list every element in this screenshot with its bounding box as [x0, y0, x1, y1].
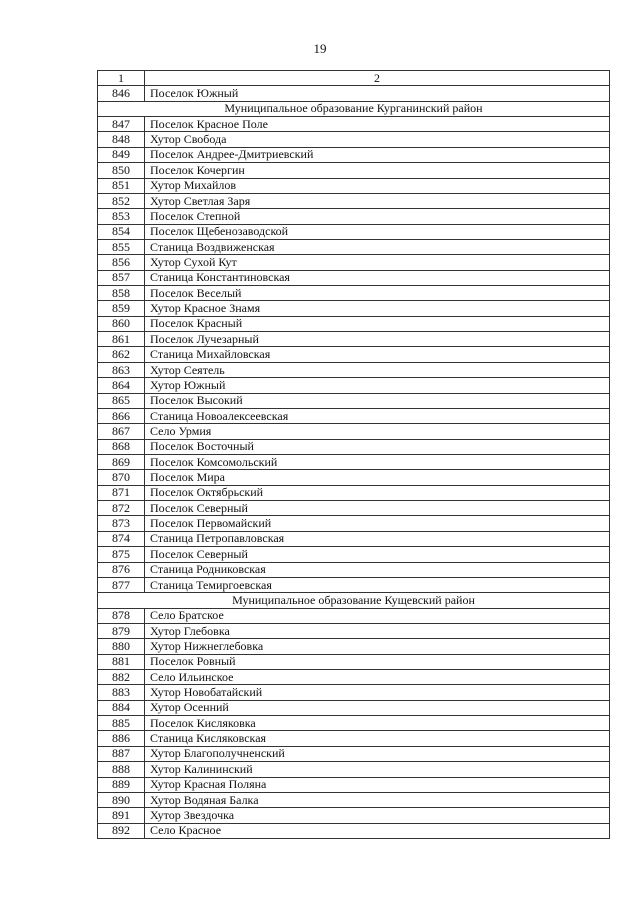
settlement-name: Село Урмия [145, 424, 610, 439]
table-row [98, 577, 610, 592]
settlement-name: Хутор Глебовка [145, 623, 610, 638]
row-number: 861 [98, 332, 145, 347]
settlement-name: Поселок Андрее-Дмитриевский [145, 147, 610, 162]
row-number: 847 [98, 117, 145, 132]
settlement-name: Станица Петропавловская [145, 531, 610, 546]
row-number: 872 [98, 501, 145, 516]
settlement-name: Поселок Красное Поле [145, 117, 610, 132]
settlement-name: Станица Новоалексеевская [145, 408, 610, 423]
table-row [98, 270, 610, 285]
row-number: 856 [98, 255, 145, 270]
row-number: 886 [98, 731, 145, 746]
settlement-name: Поселок Кочергин [145, 163, 610, 178]
table-row [98, 516, 610, 531]
row-number: 868 [98, 439, 145, 454]
table-row [98, 639, 610, 654]
row-number: 860 [98, 316, 145, 331]
table-row [98, 178, 610, 193]
settlement-name: Поселок Красный [145, 316, 610, 331]
row-number: 851 [98, 178, 145, 193]
row-number: 883 [98, 685, 145, 700]
table-row [98, 547, 610, 562]
table-row [98, 623, 610, 638]
row-number: 885 [98, 716, 145, 731]
row-number: 890 [98, 792, 145, 807]
table-row [98, 762, 610, 777]
settlement-name: Поселок Южный [145, 86, 610, 101]
table-row [98, 316, 610, 331]
table-row [98, 209, 610, 224]
table-row [98, 808, 610, 823]
section-title: Муниципальное образование Кущевский район [98, 593, 610, 608]
settlement-name: Хутор Звездочка [145, 808, 610, 823]
settlement-name: Хутор Сухой Кут [145, 255, 610, 270]
row-number: 884 [98, 700, 145, 715]
settlement-name: Поселок Мира [145, 470, 610, 485]
settlement-name: Хутор Благополучненский [145, 746, 610, 761]
settlement-name: Поселок Кисляковка [145, 716, 610, 731]
settlement-name: Поселок Высокий [145, 393, 610, 408]
table-row [98, 700, 610, 715]
settlement-name: Станица Темиргоевская [145, 577, 610, 592]
table-row [98, 163, 610, 178]
table-row [98, 470, 610, 485]
table-row [98, 332, 610, 347]
row-number: 871 [98, 485, 145, 500]
table-row [98, 117, 610, 132]
settlements-table [97, 70, 610, 839]
row-number: 855 [98, 239, 145, 254]
header-col-name: 2 [145, 71, 610, 86]
settlement-name: Хутор Михайлов [145, 178, 610, 193]
section-row [98, 101, 610, 116]
settlement-name: Поселок Первомайский [145, 516, 610, 531]
row-number: 888 [98, 762, 145, 777]
table-row [98, 255, 610, 270]
row-number: 866 [98, 408, 145, 423]
row-number: 865 [98, 393, 145, 408]
settlement-name: Хутор Калининский [145, 762, 610, 777]
row-number: 848 [98, 132, 145, 147]
table-row [98, 362, 610, 377]
row-number: 878 [98, 608, 145, 623]
settlement-name: Поселок Комсомольский [145, 454, 610, 469]
row-number: 852 [98, 193, 145, 208]
settlement-name: Поселок Северный [145, 501, 610, 516]
row-number: 891 [98, 808, 145, 823]
table-row [98, 347, 610, 362]
table-row [98, 562, 610, 577]
table-row [98, 239, 610, 254]
page-number: 19 [313, 41, 327, 56]
table-row [98, 147, 610, 162]
table-body [98, 71, 610, 839]
settlement-name: Хутор Свобода [145, 132, 610, 147]
table-row [98, 685, 610, 700]
table-row [98, 531, 610, 546]
row-number: 858 [98, 286, 145, 301]
row-number: 853 [98, 209, 145, 224]
table-row [98, 485, 610, 500]
settlement-name: Хутор Светлая Заря [145, 193, 610, 208]
table-row [98, 670, 610, 685]
settlement-name: Хутор Красная Поляна [145, 777, 610, 792]
row-number: 881 [98, 654, 145, 669]
settlement-name: Хутор Красное Знамя [145, 301, 610, 316]
row-number: 874 [98, 531, 145, 546]
settlement-name: Станица Родниковская [145, 562, 610, 577]
settlement-name: Хутор Новобатайский [145, 685, 610, 700]
settlement-name: Станица Константиновская [145, 270, 610, 285]
settlement-name: Станица Михайловская [145, 347, 610, 362]
row-number: 880 [98, 639, 145, 654]
settlement-name: Поселок Лучезарный [145, 332, 610, 347]
table-row [98, 393, 610, 408]
table-row [98, 608, 610, 623]
settlement-name: Поселок Октябрьский [145, 485, 610, 500]
table-row [98, 654, 610, 669]
settlement-name: Поселок Степной [145, 209, 610, 224]
settlement-name: Поселок Восточный [145, 439, 610, 454]
table-row [98, 746, 610, 761]
section-title: Муниципальное образование Курганинский район [98, 101, 610, 116]
section-row [98, 593, 610, 608]
table-row [98, 792, 610, 807]
table-row [98, 286, 610, 301]
settlement-name: Село Красное [145, 823, 610, 838]
table-row [98, 193, 610, 208]
header-col-number: 1 [98, 71, 145, 86]
table-row [98, 439, 610, 454]
row-number: 892 [98, 823, 145, 838]
row-number: 863 [98, 362, 145, 377]
row-number: 867 [98, 424, 145, 439]
table-row [98, 777, 610, 792]
row-number: 876 [98, 562, 145, 577]
row-number: 857 [98, 270, 145, 285]
table-row [98, 424, 610, 439]
table-row [98, 408, 610, 423]
row-number: 873 [98, 516, 145, 531]
settlement-name: Село Братское [145, 608, 610, 623]
table-row [98, 823, 610, 838]
table-row [98, 86, 610, 101]
row-number: 859 [98, 301, 145, 316]
settlement-name: Хутор Нижнеглебовка [145, 639, 610, 654]
row-number: 850 [98, 163, 145, 178]
table-header-row [98, 71, 610, 86]
row-number: 875 [98, 547, 145, 562]
settlement-name: Станица Воздвиженская [145, 239, 610, 254]
table-row [98, 378, 610, 393]
table-row [98, 501, 610, 516]
settlement-name: Поселок Северный [145, 547, 610, 562]
row-number: 864 [98, 378, 145, 393]
settlement-name: Хутор Осенний [145, 700, 610, 715]
settlement-name: Хутор Южный [145, 378, 610, 393]
settlement-name: Поселок Веселый [145, 286, 610, 301]
row-number: 889 [98, 777, 145, 792]
settlement-name: Поселок Щебенозаводской [145, 224, 610, 239]
settlement-name: Село Ильинское [145, 670, 610, 685]
settlement-name: Хутор Сеятель [145, 362, 610, 377]
row-number: 854 [98, 224, 145, 239]
row-number: 882 [98, 670, 145, 685]
row-number: 877 [98, 577, 145, 592]
settlement-name: Поселок Ровный [145, 654, 610, 669]
table-row [98, 132, 610, 147]
table-row [98, 731, 610, 746]
row-number: 887 [98, 746, 145, 761]
settlement-name: Станица Кисляковская [145, 731, 610, 746]
table-row [98, 301, 610, 316]
row-number: 879 [98, 623, 145, 638]
table-row [98, 716, 610, 731]
table-row [98, 454, 610, 469]
row-number: 869 [98, 454, 145, 469]
row-number: 862 [98, 347, 145, 362]
settlement-name: Хутор Водяная Балка [145, 792, 610, 807]
row-number: 846 [98, 86, 145, 101]
row-number: 849 [98, 147, 145, 162]
table-row [98, 224, 610, 239]
row-number: 870 [98, 470, 145, 485]
